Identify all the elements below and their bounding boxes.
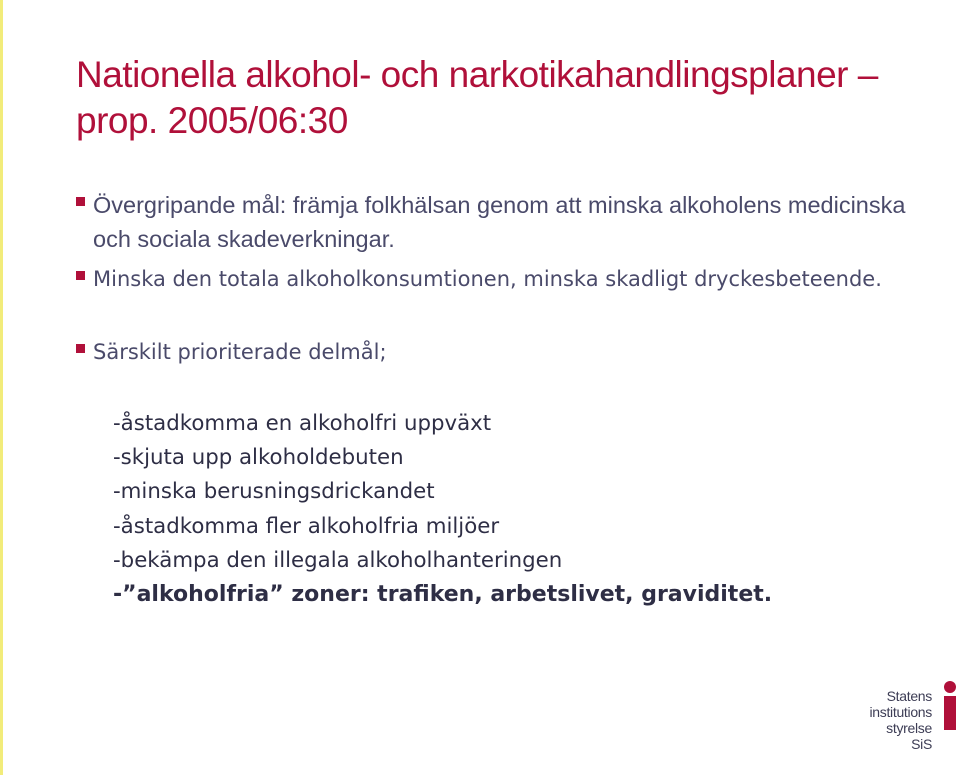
subgoal-list <box>113 407 933 612</box>
bullet-item-overall-goal <box>76 188 913 256</box>
bullet-text: Övergripande mål: främja folkhälsan genom att minska alkoholens medicinska och sociala skadeverkningar. <box>93 192 906 252</box>
bullet-item-reduce-consumption <box>76 262 913 296</box>
subgoal-item: -skjuta upp alkoholdebuten <box>113 445 404 471</box>
bullet-square-icon <box>76 197 85 206</box>
subgoal-item: -minska berusningsdrickandet <box>113 479 435 505</box>
subgoal-item-bold: -”alkoholfria” zoner: trafiken, arbetslivet, graviditet. <box>113 581 773 607</box>
bullet-text: Särskilt prioriterade delmål; <box>93 340 387 364</box>
subgoal-item: -åstadkomma fler alkoholfria miljöer <box>113 513 500 539</box>
logo-line-2: institutions <box>869 704 932 720</box>
bullet-item-priority-subgoals <box>76 335 913 369</box>
slide-title-line-2: prop. 2005/06:30 <box>76 100 348 141</box>
sis-i-logo-icon <box>937 680 959 732</box>
left-accent-rule <box>0 0 3 775</box>
bullet-square-icon <box>76 344 85 353</box>
slide-title <box>76 52 936 144</box>
slide-title-line-1: Nationella alkohol- och narkotikahandlingsplaner – <box>76 54 878 95</box>
bullet-square-icon <box>76 271 85 280</box>
subgoal-item: -åstadkomma en alkoholfri uppväxt <box>113 411 492 436</box>
logo-line-3: styrelse SiS <box>886 720 932 752</box>
logo-line-1: Statens <box>886 688 932 704</box>
bullet-text: Minska den totala alkoholkonsumtionen, minska skadligt dryckesbeteende. <box>93 267 882 291</box>
subgoal-item: -bekämpa den illegala alkoholhanteringen <box>113 547 563 573</box>
